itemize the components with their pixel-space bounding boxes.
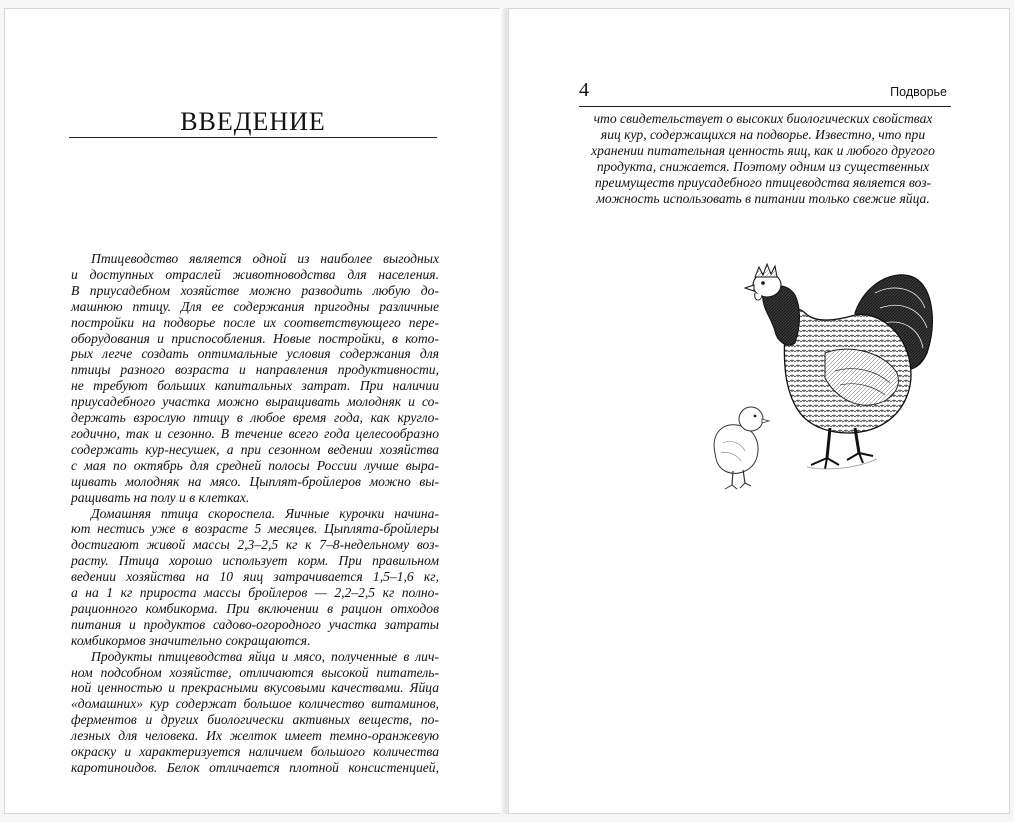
right-page-body-text [581, 111, 945, 206]
text-line: ной ценностью и прекрасными вкусовыми качествами. Яйца [71, 680, 439, 696]
title-rule [69, 137, 437, 138]
text-line: комбикормов значительно сокращаются. [71, 632, 311, 648]
text-line: Птицеводство является одной из наиболее выгодных [91, 251, 439, 266]
left-page [4, 8, 504, 814]
text-line: можность использовать в питании только свежие яйца. [596, 190, 930, 206]
text-line: постройки на подворье после их соответствующего пере- [71, 314, 439, 330]
text-line: птицы разного возраста и направления продуктивности, [71, 362, 439, 378]
text-line: содержать кур-несушек, а при сезонном ведении хозяйства [71, 441, 439, 457]
text-line: Продукты птицеводства яйца и мясо, полученные в лич- [91, 648, 439, 664]
text-line: продукта, снижается. Поэтому одним из существенных [596, 158, 930, 174]
text-line: что свидетельствует о высоких биологических свойствах [593, 111, 933, 126]
text-line: В приусадебном хозяйстве можно разводить любую до- [71, 282, 439, 298]
text-line: ферментов и других биологически активных веществ, по- [71, 712, 439, 728]
text-line: «домашних» кур содержат большое количество витаминов, [71, 696, 439, 712]
text-line: окраску и характеризуется наличием большого количества [71, 744, 439, 760]
text-line: ращивать на полу и в клетках. [71, 489, 250, 505]
text-line: ведении хозяйства на 10 яиц затрачивается 1,5–1,6 кг, [71, 569, 439, 585]
text-line: хранении питательная ценность яиц, как и любого другого [591, 142, 935, 158]
text-line: питания и продуктов садово-огородного участка затраты [71, 616, 439, 632]
text-line: приусадебного участка можно выращивать молодняк и со- [71, 394, 439, 410]
text-line: и доступных отраслей животноводства для населения. [71, 266, 439, 282]
text-line: рационного комбикорма. При включении в рацион отходов [71, 600, 439, 616]
hen-and-chick-illustration [705, 253, 937, 493]
text-line: годично, так и сезонно. В течение всего года целесообразно [71, 425, 439, 441]
hen-drawing [745, 264, 932, 469]
text-line: каротиноидов. Белок отличается плотной консистенцией, [71, 760, 439, 775]
header-rule [579, 106, 951, 107]
text-line: лезных для человека. Их желток имеет темно-оранжевую [71, 728, 439, 744]
right-page [508, 8, 1010, 814]
text-line: преимуществ приусадебного птицеводства является воз- [594, 174, 932, 190]
text-line: машнюю птицу. Для ее содержания пригодны различные [71, 298, 439, 314]
text-line: Домашняя птица скороспела. Яичные курочки начина- [91, 505, 439, 521]
text-line: расту. Птица хорошо использует корм. При правильном [71, 553, 439, 569]
text-line: а на 1 кг прироста массы бройлеров — 2,2–2,5 кг полно- [71, 585, 439, 601]
text-line: достигают живой массы 2,3–2,5 кг к 7–8-недельному воз- [71, 537, 439, 553]
text-line: рых легче создать оптимальные условия содержания для [71, 346, 439, 362]
chick-drawing [714, 407, 769, 489]
text-line: щивать молодняк на мясо. Цыплят-бройлеров можно вы- [71, 473, 439, 489]
text-line: ют нестись уже в возрасте 5 месяцев. Цыплята-бройлеры [71, 521, 439, 537]
text-line: не требуют больших капитальных затрат. При наличии [71, 378, 439, 394]
text-line: оборудования и приспособления. Новые постройки, в кото- [71, 330, 439, 346]
text-line: с мая по октябрь для средней полосы России лучше выра- [71, 457, 439, 473]
text-line: ном подсобном хозяйстве, отличаются высокой питатель- [71, 664, 439, 680]
running-head: Подворье [890, 85, 947, 99]
text-line: держать взрослую птицу в любое время года, как кругло- [71, 410, 439, 426]
left-page-body-text [71, 251, 439, 776]
text-line: яиц кур, содержащихся на подворье. Известно, что при [600, 126, 926, 142]
chapter-title: ВВЕДЕНИЕ [180, 107, 326, 136]
page-number: 4 [579, 79, 589, 101]
